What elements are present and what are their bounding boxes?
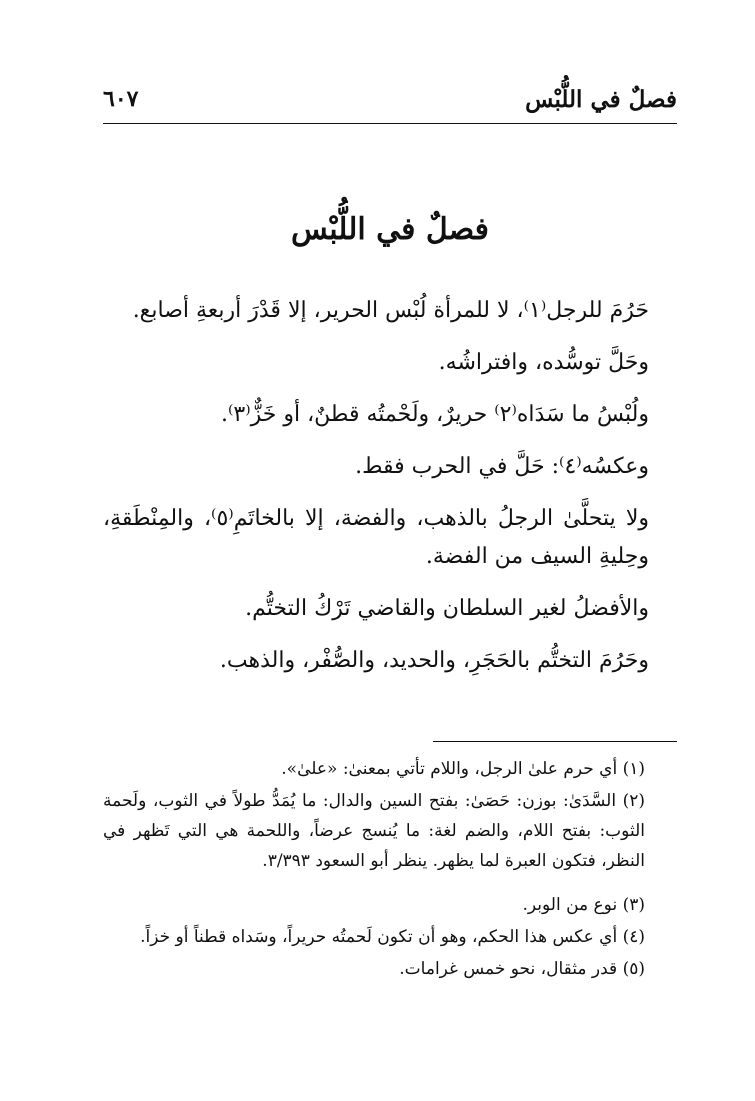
paragraph: والأفضلُ لغير السلطان والقاضي تَرْكُ التختُّم. <box>245 596 649 621</box>
paragraph: وحَرُمَ التختُّم بالحَجَرِ، والحديد، والصُّفْر، والذهب. <box>219 648 649 673</box>
paragraph: حَرُمَ للرجل⁽١⁾، لا للمرأة لُبْس الحرير، إلا قَدْرَ أربعةِ أصابع. <box>132 298 649 323</box>
footnote: (٥) قدر مثقال، نحو خمس غرامات. <box>399 959 645 979</box>
footnote: (٢) السَّدَىٰ: بوزن: حَصَىٰ: بفتح السين والدال: ما يُمَدُّ طولاً في الثوب، ولَحمة الثوب: بفتح اللام، والضم لغة: ما يُنسج عرضاً، واللحمة هي التي تَظهر في النظر، فتكون العبرة لما يظهر. ينظر أبو السعود ٣/٣٩٣. <box>103 791 645 871</box>
page-header <box>103 84 677 122</box>
running-title: فصلٌ في اللُّبْس <box>525 86 677 113</box>
chapter-title: فصلٌ في اللُّبْس <box>290 212 490 247</box>
footnote: (١) أي حرم علىٰ الرجل، واللام تأتي بمعنىٰ: «علىٰ». <box>281 759 645 779</box>
paragraph: وحَلَّ توسُّده، وافتراشُه. <box>438 350 649 375</box>
footnote-separator <box>433 741 677 742</box>
header-rule <box>103 123 677 124</box>
footnote: (٤) أي عكس هذا الحكم، وهو أن تكون لَحمتُه حريراً، وسَداه قطناً أو خزاً. <box>140 927 645 947</box>
body-text <box>103 292 679 694</box>
paragraph: ولا يتحلَّىٰ الرجلُ بالذهب، والفضة، إلا بالخاتَمِ⁽٥⁾، والمِنْطَقةِ، وحِليةِ السيف من الفضة. <box>103 506 649 569</box>
footnote: (٣) نوع من الوبر. <box>522 895 645 915</box>
footnotes <box>103 754 675 986</box>
page-number: ٦٠٧ <box>103 86 139 112</box>
paragraph: وعكسُه⁽٤⁾: حَلَّ في الحرب فقط. <box>355 454 649 479</box>
paragraph: ولُبْسُ ما سَدَاه⁽٢⁾ حريرٌ، ولَحْمتُه قطنٌ، أو خَزٌّ⁽٣⁾. <box>220 402 649 427</box>
